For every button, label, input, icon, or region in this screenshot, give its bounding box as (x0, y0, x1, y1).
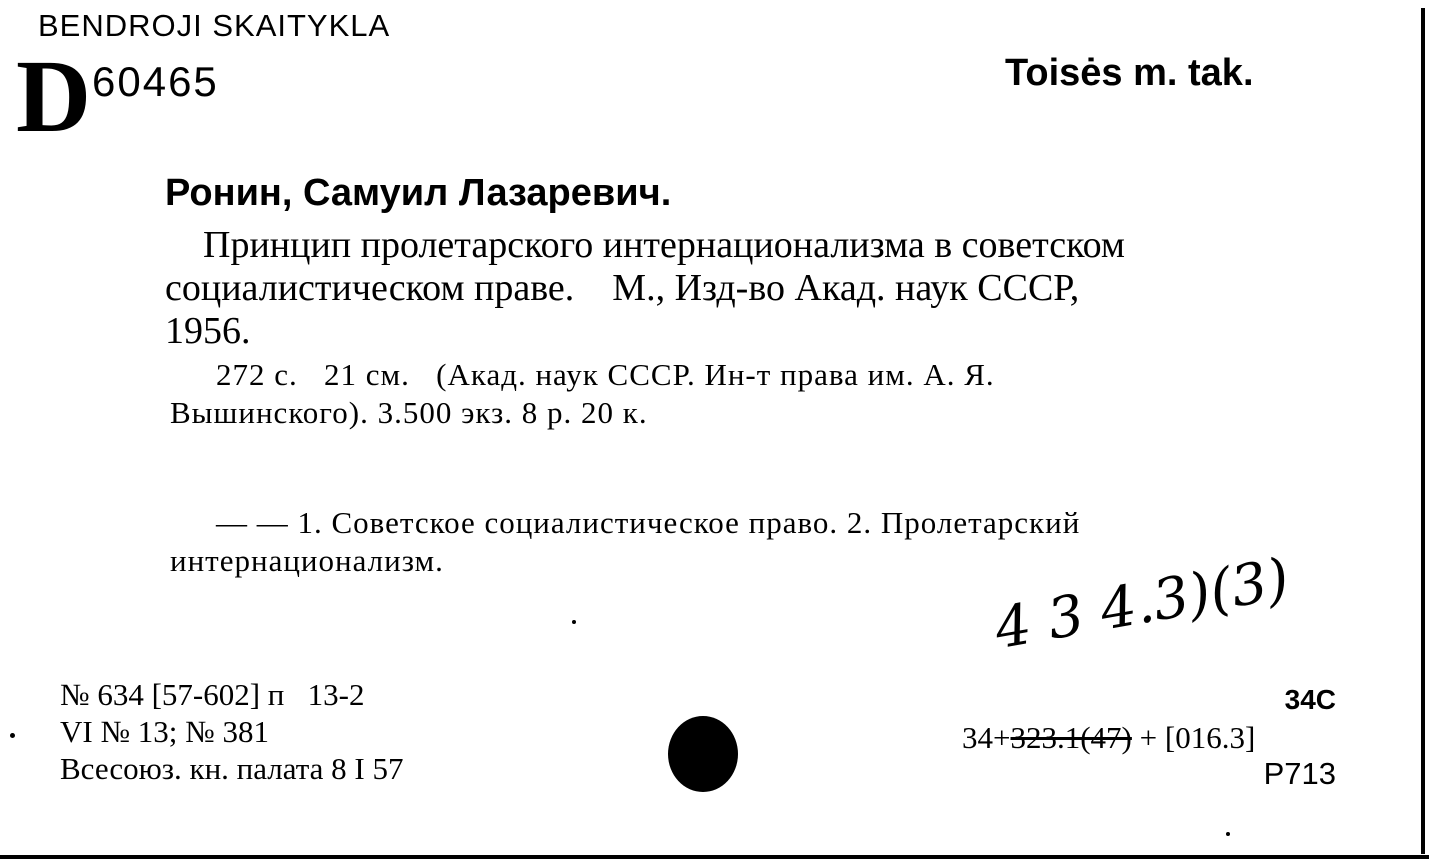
udc-prefix: 34+ (962, 720, 1011, 755)
author-heading: Ронин, Самуил Лазаревич. (165, 172, 672, 214)
library-stamp: BENDROJI SKAITYKLA (38, 8, 391, 43)
handwritten-note: 4 3 4.3)(3) (990, 546, 1294, 663)
ink-speck (10, 733, 15, 738)
ink-speck (572, 620, 576, 624)
location-note: Toisės m. tak. (1005, 52, 1254, 94)
subjects-line-2: интернационализм. (170, 543, 444, 578)
title-text-1: Принцип пролетарского интернационализма в советском (203, 224, 1125, 266)
collation-line-2: Вышинского). 3.500 экз. 8 р. 20 к. (170, 395, 648, 430)
punch-hole (668, 716, 738, 792)
subjects-text-1: — — 1. Советское социалистическое право. 2. Пролетарский (216, 505, 1081, 540)
author-mark: Р713 (1263, 756, 1336, 791)
ink-speck (1226, 832, 1230, 836)
udc-struck: 323.1(47) (1010, 720, 1132, 755)
card-bottom-edge (0, 855, 1429, 859)
imprint-block (60, 676, 403, 787)
subjects-line-1 (170, 504, 1340, 542)
udc-index (962, 720, 1255, 756)
card-right-edge (1421, 8, 1425, 854)
title-line-1 (165, 224, 1340, 267)
collation-line-1 (170, 356, 1340, 394)
title-line-3: 1956. (165, 310, 251, 352)
shelf-letter: D (16, 39, 92, 154)
classification-code: 34С (1284, 684, 1336, 715)
title-block (165, 224, 1340, 353)
imprint-line-1: № 634 [57-602] п 13-2 (60, 677, 365, 712)
shelf-number: 60465 (92, 58, 219, 105)
udc-middle: + (1131, 720, 1165, 755)
imprint-line-2: VI № 13; № 381 (60, 714, 269, 749)
imprint-line-3: Всесоюз. кн. палата 8 I 57 (60, 751, 404, 786)
udc-bracket: [016.3] (1164, 720, 1256, 755)
title-line-2: социалистическом праве. М., Изд-во Акад. наук СССР, (165, 267, 1080, 309)
collation-text-1: 272 с. 21 см. (Акад. наук СССР. Ин-т права им. А. Я. (216, 357, 995, 392)
collation-block (170, 356, 1340, 432)
